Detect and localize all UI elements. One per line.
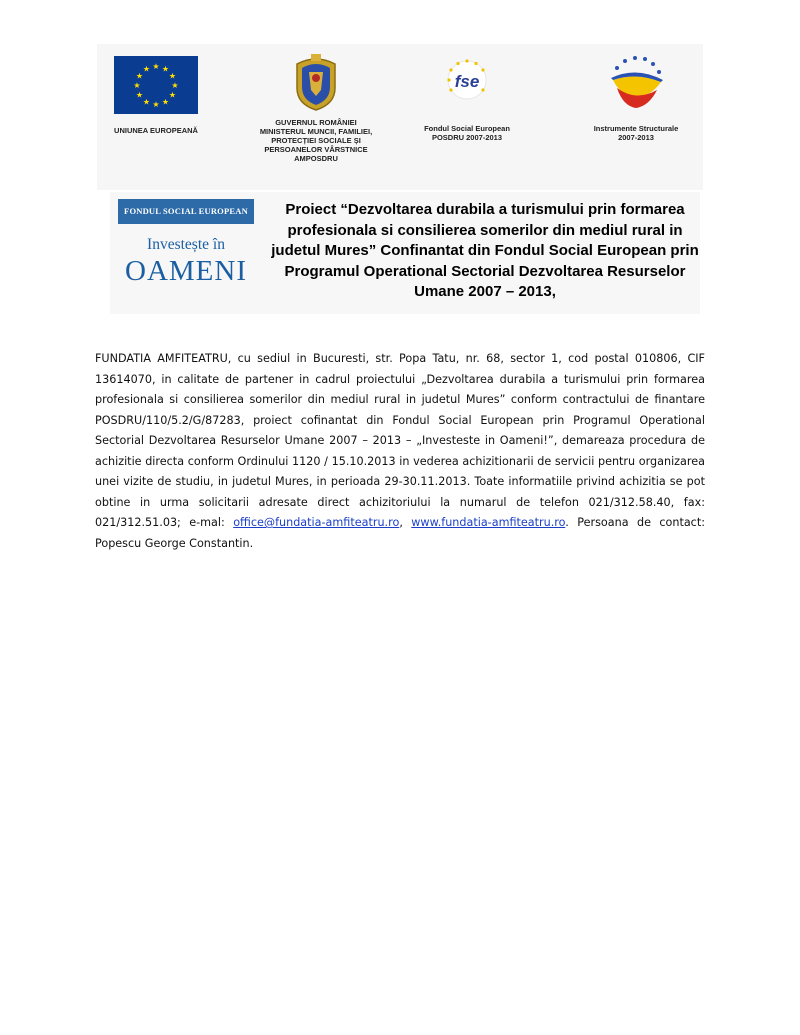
- fse-caption: Fondul Social European POSDRU 2007-2013: [424, 124, 510, 142]
- eu-caption: UNIUNEA EUROPEANĂ: [114, 126, 198, 135]
- svg-text:fse: fse: [454, 72, 480, 91]
- eu-star: ★: [133, 80, 141, 90]
- eu-star: ★: [152, 61, 160, 71]
- eu-star: ★: [135, 90, 144, 100]
- government-logo: [249, 50, 383, 163]
- investeste-in-oameni-logo: [118, 199, 254, 309]
- eu-star: ★: [161, 97, 170, 107]
- fse-mark-icon: [443, 56, 491, 104]
- link-separator: ,: [399, 516, 412, 529]
- structural-instruments-caption: Instrumente Structurale 2007-2013: [593, 124, 679, 142]
- eu-star: ★: [142, 97, 151, 107]
- eu-star: ★: [171, 80, 179, 90]
- structural-instruments-icon: [603, 52, 669, 118]
- announcement-paragraph: [95, 349, 705, 554]
- fse-strip: FONDUL SOCIAL EUROPEAN: [118, 199, 254, 224]
- email-link[interactable]: office@fundatia-amfiteatru.ro: [233, 516, 400, 529]
- eu-star: ★: [152, 99, 160, 109]
- eu-star: ★: [168, 90, 177, 100]
- eu-logo: [105, 56, 207, 135]
- fse-logo: [415, 56, 519, 142]
- paragraph-text: FUNDATIA AMFITEATRU, cu sediul in Bucuresti, str. Popa Tatu, nr. 68, sector 1, cod postal 010806, CIF 13614070, in calitate de partener in cadrul proiectului „Dezvoltarea durabila a turismului prin formarea profesionala si consilierea somerilor din mediul rural in judetul Mures” conform contractului de finantare POSDRU/110/5.2/G/87283, proiect cofinantat din Fondul Social European prin Programul Operational Sectorial Dezvoltarea Resurselor Umane 2007 – 2013 – „Investeste in Oameni!”, demareaza procedura de achizitie directa conform Ordinului 1120 / 15.10.2013 in vederea achizitionarii de servicii pentru organizarea unei vizite de studiu, in judetul Mures, in perioada 29-30.11.2013. Toate informatiile privind achizitia se pot obtine in urma solicitarii adresate direct achizitoriului la numarul de telefon 021/312.58.40, fax: 021/312.51.03; e-mal:: [95, 352, 705, 529]
- project-title: Proiect “Dezvoltarea durabila a turismului prin formarea profesionala si consilierea somerilor din mediul rural in judetul Mures” Confinantat din Fondul Social European prin Programul Operational Sectorial Dezvoltarea Resurselor Umane 2007 – 2013,: [271, 201, 699, 300]
- fse-big-word: OAMENI: [125, 255, 247, 287]
- eu-star: ★: [142, 64, 151, 74]
- coat-of-arms-icon: [293, 50, 339, 112]
- fse-tagline: Investește în: [147, 236, 225, 253]
- eu-flag-icon: [114, 56, 198, 114]
- eu-star: ★: [135, 71, 144, 81]
- paragraph-tail: . Persoana de contact: Popescu George Constantin.: [95, 516, 705, 550]
- logo-band: [97, 44, 703, 190]
- eu-star: ★: [161, 64, 170, 74]
- structural-instruments-logo: [580, 52, 692, 142]
- eu-star: ★: [168, 71, 177, 81]
- website-link[interactable]: www.fundatia-amfiteatru.ro: [411, 516, 566, 529]
- government-caption: GUVERNUL ROMÂNIEI MINISTERUL MUNCII, FAMILIEI, PROTECȚIEI SOCIALE ȘI PERSOANELOR VÂRSTNICE AMPOSDRU: [259, 118, 373, 163]
